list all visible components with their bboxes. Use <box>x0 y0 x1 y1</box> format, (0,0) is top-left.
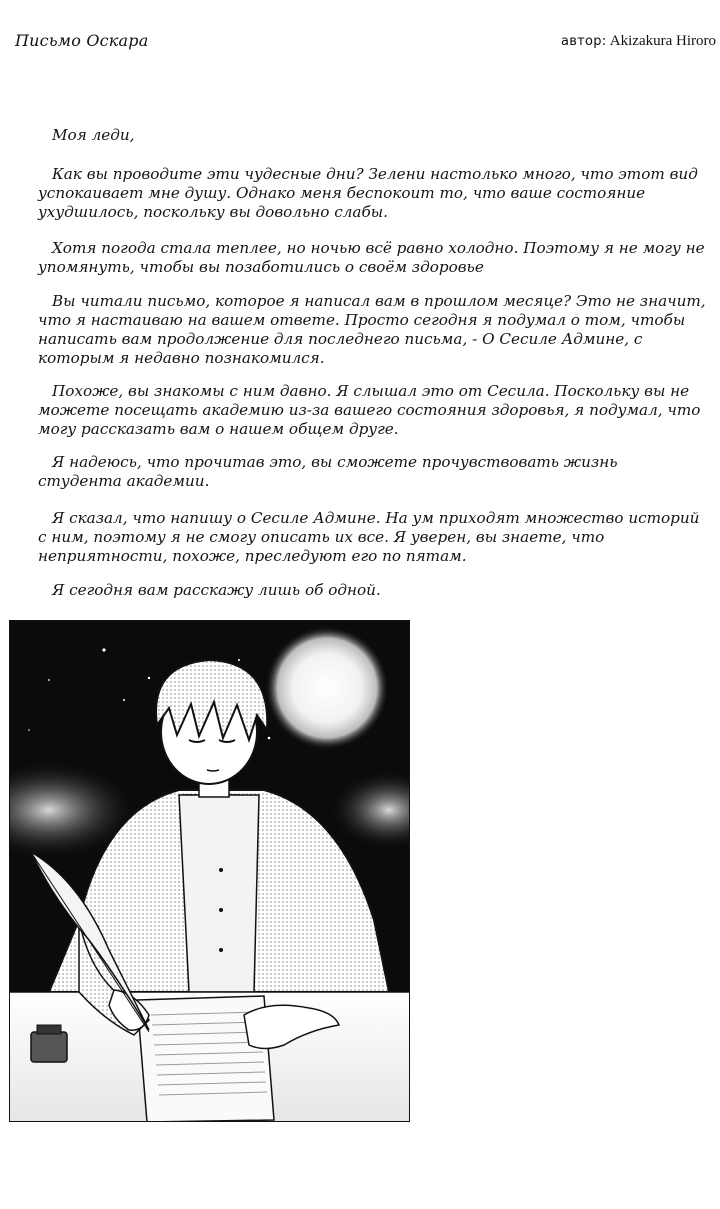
author-separator: : <box>601 33 607 49</box>
moon <box>265 626 389 750</box>
letter-paragraph: Как вы проводите эти чудесные дни? Зелени настолько много, что этот вид успокаивает мне душу. Однако меня беспокоит то, что ваше состояние ухудшилось, поскольку вы довольно слабы. <box>38 165 698 221</box>
manga-illustration <box>9 620 410 1122</box>
letter-paragraph: Похоже, вы знакомы с ним давно. Я слышал это от Сесила. Поскольку вы не можете посещать академию из-за вашего состояния здоровья, я подумал, что могу рассказать вам о нашем общем друге. <box>38 382 701 438</box>
letter-paragraph: Я надеюсь, что прочитав это, вы сможете прочувствовать жизнь студента академии. <box>38 453 618 490</box>
letter-paragraph: Я сегодня вам расскажу лишь об одной. <box>52 581 381 599</box>
shirt <box>179 795 259 992</box>
author-name: Akizakura Hiroro <box>609 33 716 49</box>
letter-greeting: Моя леди, <box>52 126 135 144</box>
author-label: автор <box>560 34 602 49</box>
letter-paragraph: Вы читали письмо, которое я написал вам в прошлом месяце? Это не значит, что я настаиваю на вашем ответе. Просто сегодня я подумал о том, чтобы написать вам продолжение для последнего письма, - О Сесиле Админе, с которым я недавно познакомился. <box>38 292 706 367</box>
page-title: Письмо Оскара <box>15 31 149 50</box>
author-credit <box>561 33 716 50</box>
letter-body <box>38 126 706 600</box>
letter-paragraph: Я сказал, что напишу о Сесиле Админе. На ум приходят множество историй с ним, поэтому я не смогу описать их все. Я уверен, вы знаете, что неприятности, похоже, преследуют его по пятам. <box>38 509 700 565</box>
letter-paragraph: Хотя погода стала теплее, но ночью всё равно холодно. Поэтому я не могу не упомянуть, чтобы вы позаботились о своём здоровье <box>38 239 705 276</box>
